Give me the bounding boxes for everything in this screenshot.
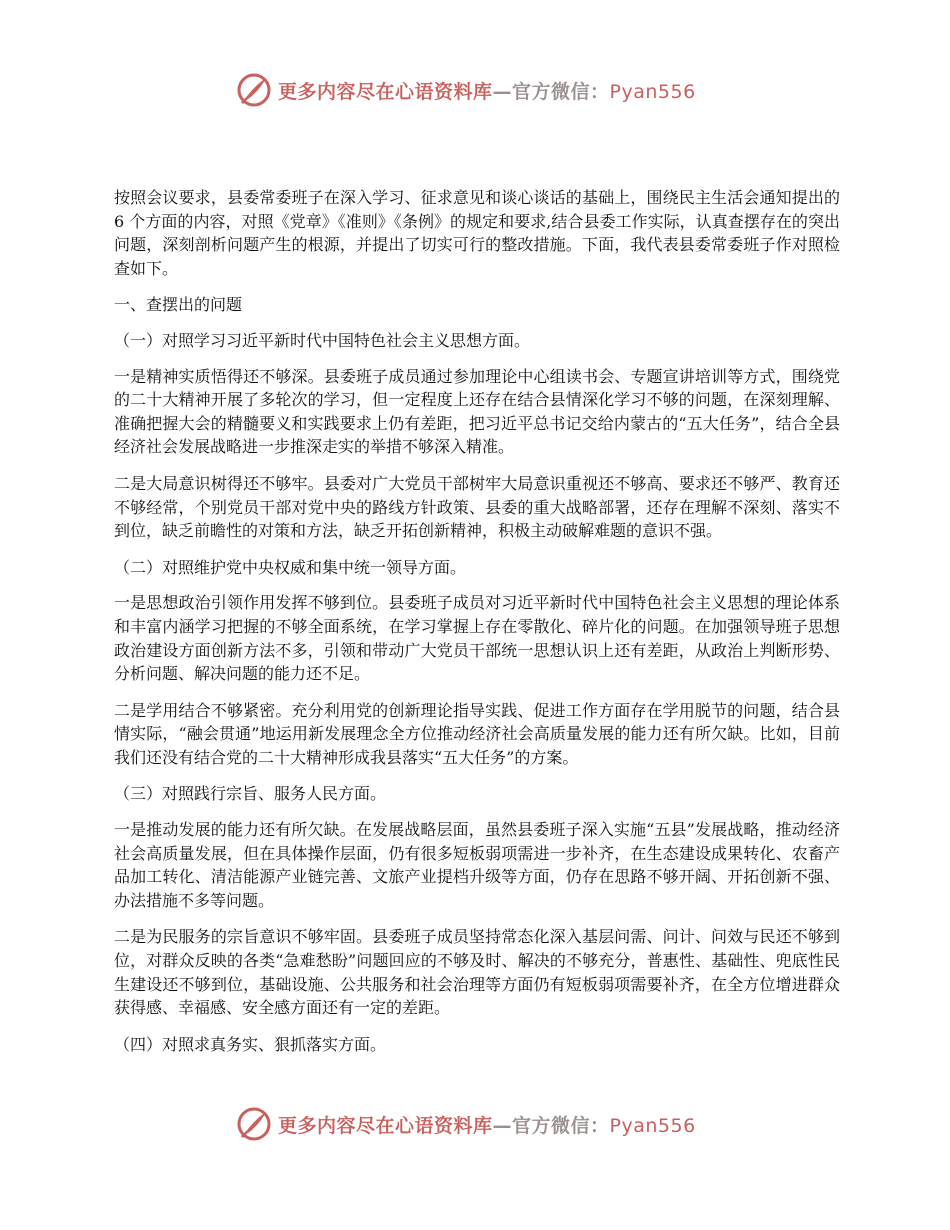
quill-pen-logo-icon — [236, 72, 272, 108]
section-heading-1: 一、查摆出的问题 — [114, 295, 243, 315]
subsection-heading-4: （四）对照求真务实、狠抓落实方面。 — [114, 1034, 387, 1054]
intro-paragraph: 按照会议要求，县委常委班子在深入学习、征求意见和谈心谈话的基础上，围绕民主生活会通知提出的 6 个方面的内容，对照《党章》《准则》《条例》的规定和要求,结合县委工作实际，认真查摆存在的突出问题，深刻剖析问题产生的根源，并提出了切实可行的整改措施。下面，我代表县委常委班子作对照检查如下。 — [114, 188, 840, 278]
watermark-wechat-id: Pyan556 — [609, 1114, 696, 1137]
paragraph-2-2: 二是学用结合不够紧密。充分利用党的创新理论指导实践、促进工作方面存在学用脱节的问题，结合县情实际，“融会贯通”地运用新发展理念全方位推动经济社会高质量发展的能力还有所欠缺。比如，目前我们还没有结合党的二十大精神形成我县落实“五大任务”的方案。 — [114, 700, 840, 767]
paragraph-3-1: 一是推动发展的能力还有所欠缺。在发展战略层面，虽然县委班子深入实施“五县”发展战略，推动经济社会高质量发展，但在具体操作层面，仍有很多短板弱项需进一步补齐，在生态建设成果转化、农畜产品加工转化、清洁能源产业链完善、文旅产业提档升级等方面，仍存在思路不够开阔、开拓创新不强、办法措施不多等问题。 — [114, 820, 840, 910]
paragraph-1-2: 二是大局意识树得还不够牢。县委对广大党员干部树牢大局意识重视还不够高、要求还不够严、教育还不够经常，个别党员干部对党中央的路线方针政策、县委的重大战略部署，还存在理解不深刻、落实不到位，缺乏前瞻性的对策和方法，缺乏开拓创新精神，积极主动破解难题的意识不强。 — [114, 473, 840, 541]
subsection-heading-3: （三）对照践行宗旨、服务人民方面。 — [114, 784, 387, 804]
header-watermark — [236, 70, 696, 110]
watermark-text — [278, 77, 696, 104]
subsection-heading-1: （一）对照学习习近平新时代中国特色社会主义思想方面。 — [114, 330, 531, 350]
paragraph-3-2: 二是为民服务的宗旨意识不够牢固。县委班子成员坚持常态化深入基层问需、问计、问效与民还不够到位，对群众反映的各类“急难愁盼”问题回应的不够及时、解决的不够充分，普惠性、基础性、兜底性民生建设还不够到位，基础设施、公共服务和社会治理等方面仍有短板弱项需要补齐，在全方位增进群众获得感、幸福感、安全感方面还有一定的差距。 — [114, 927, 840, 1018]
footer-watermark — [236, 1104, 696, 1144]
watermark-title: 更多内容尽在心语资料库 — [278, 1114, 493, 1137]
watermark-wechat-id: Pyan556 — [609, 80, 696, 103]
watermark-wechat-label: —官方微信： — [492, 80, 610, 103]
watermark-text — [278, 1111, 696, 1138]
quill-pen-logo-icon — [236, 1106, 272, 1142]
subsection-heading-2: （二）对照维护党中央权威和集中统一领导方面。 — [114, 557, 467, 577]
paragraph-2-1: 一是思想政治引领作用发挥不够到位。县委班子成员对习近平新时代中国特色社会主义思想的理论体系和丰富内涵学习把握的不够全面系统，在学习掌握上存在零散化、碎片化的问题。在加强领导班子思想政治建设方面创新方法不多，引领和带动广大党员干部统一思想认识上还有差距，从政治上判断形势、分析问题、解决问题的能力还不足。 — [114, 593, 840, 684]
paragraph-1-1: 一是精神实质悟得还不够深。县委班子成员通过参加理论中心组读书会、专题宣讲培训等方式，围绕党的二十大精神开展了多轮次的学习，但一定程度上还存在结合县情深化学习不够的问题，在深刻理解、准确把握大会的精髓要义和实践要求上仍有差距，把习近平总书记交给内蒙古的“五大任务”，结合全县经济社会发展战略进一步推深走实的举措不够深入精准。 — [114, 366, 840, 457]
document-body — [114, 186, 840, 1068]
watermark-wechat-label: —官方微信： — [492, 1114, 610, 1137]
watermark-title: 更多内容尽在心语资料库 — [278, 80, 493, 103]
